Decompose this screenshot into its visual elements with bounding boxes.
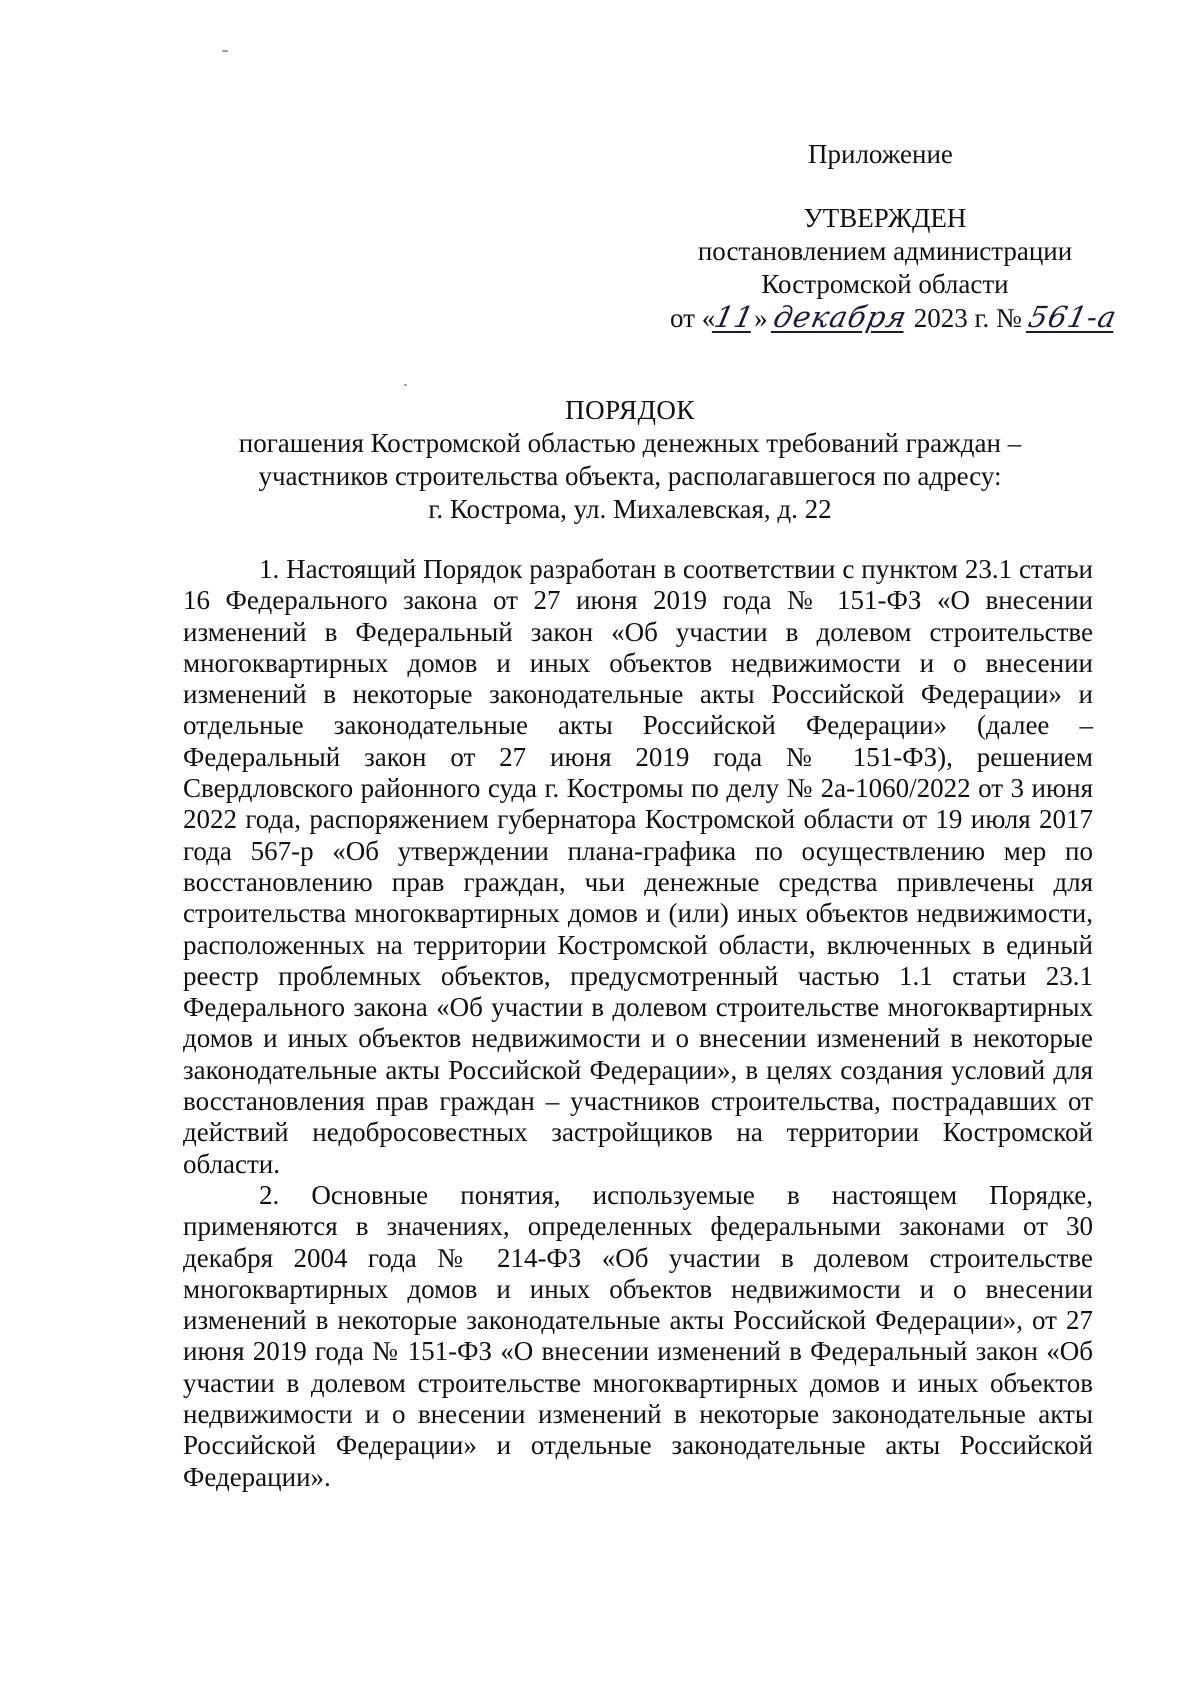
- approval-date-line: [670, 300, 1120, 335]
- title-line-2: участников строительства объекта, располагавшегося по адресу:: [258, 461, 1002, 491]
- title-line-3: г. Кострома, ул. Михалевская, д. 22: [428, 494, 832, 524]
- date-mid: »: [754, 303, 768, 333]
- date-year: 2023 г. №: [913, 303, 1022, 333]
- approved-heading: УТВЕРЖДЕН: [803, 203, 967, 233]
- title-line-1: погашения Костромской областью денежных требований граждан –: [238, 428, 1022, 458]
- handwritten-day: 11: [711, 300, 758, 334]
- document-body: [183, 554, 1093, 1493]
- date-prefix: от «: [670, 303, 716, 333]
- approved-by-line-1: постановлением администрации: [697, 236, 1073, 266]
- title-main: ПОРЯДОК: [565, 395, 695, 425]
- appendix-label: Приложение: [808, 139, 953, 169]
- paragraph-1: 1. Настоящий Порядок разработан в соответствии с пунктом 23.1 статьи 16 Федерального закона от 27 июня 2019 года № 151-ФЗ «О внесении изменений в Федеральный закон «Об участии в долевом строительстве многоквартирных домов и иных объектов недвижимости и о внесении изменений в некоторые законодательные акты Российской Федерации» и отдельные законодательные акты Российской Федерации» (далее – Федеральный закон от 27 июня 2019 года № 151-ФЗ), решением Свердловского районного суда г. Костромы по делу № 2а-1060/2022 от 3 июня 2022 года, распоряжением губернатора Костромской области от 19 июля 2017 года 567-р «Об утверждении плана-графика по осуществлению мер по восстановлению прав граждан, чьи денежные средства привлечены для строительства многоквартирных домов и (или) иных объектов недвижимости, расположенных на территории Костромской области, включенных в единый реестр проблемных объектов, предусмотренный частью 1.1 статьи 23.1 Федерального закона «Об участии в долевом строительстве многоквартирных домов и иных объектов недвижимости и о внесении изменений в некоторые законодательные акты Российской Федерации», в целях создания условий для восстановления прав граждан – участников строительства, пострадавших от действий недобросовестных застройщиков на территории Костромской области.: [183, 554, 1093, 1179]
- paragraph-2: 2. Основные понятия, используемые в настоящем Порядке, применяются в значениях, определенных федеральными законами от 30 декабря 2004 года № 214-ФЗ «Об участии в долевом строительстве многоквартирных домов и иных объектов недвижимости и о внесении изменений в некоторые законодательные акты Российской Федерации», от 27 июня 2019 года № 151-ФЗ «О внесении изменений в Федеральный закон «Об участии в долевом строительстве многоквартирных домов и иных объектов недвижимости и о внесении изменений в некоторые законодательные акты Российской Федерации» и отдельные законодательные акты Российской Федерации».: [183, 1179, 1093, 1492]
- approved-by-line-2: Костромской области: [761, 269, 1009, 299]
- handwritten-month: декабря: [770, 300, 911, 334]
- handwritten-doc-number: 561-а: [1025, 300, 1120, 334]
- scan-artifact: [222, 50, 228, 52]
- document-title: [180, 394, 1080, 526]
- approval-block: [670, 202, 1120, 335]
- scan-artifact: [404, 384, 407, 386]
